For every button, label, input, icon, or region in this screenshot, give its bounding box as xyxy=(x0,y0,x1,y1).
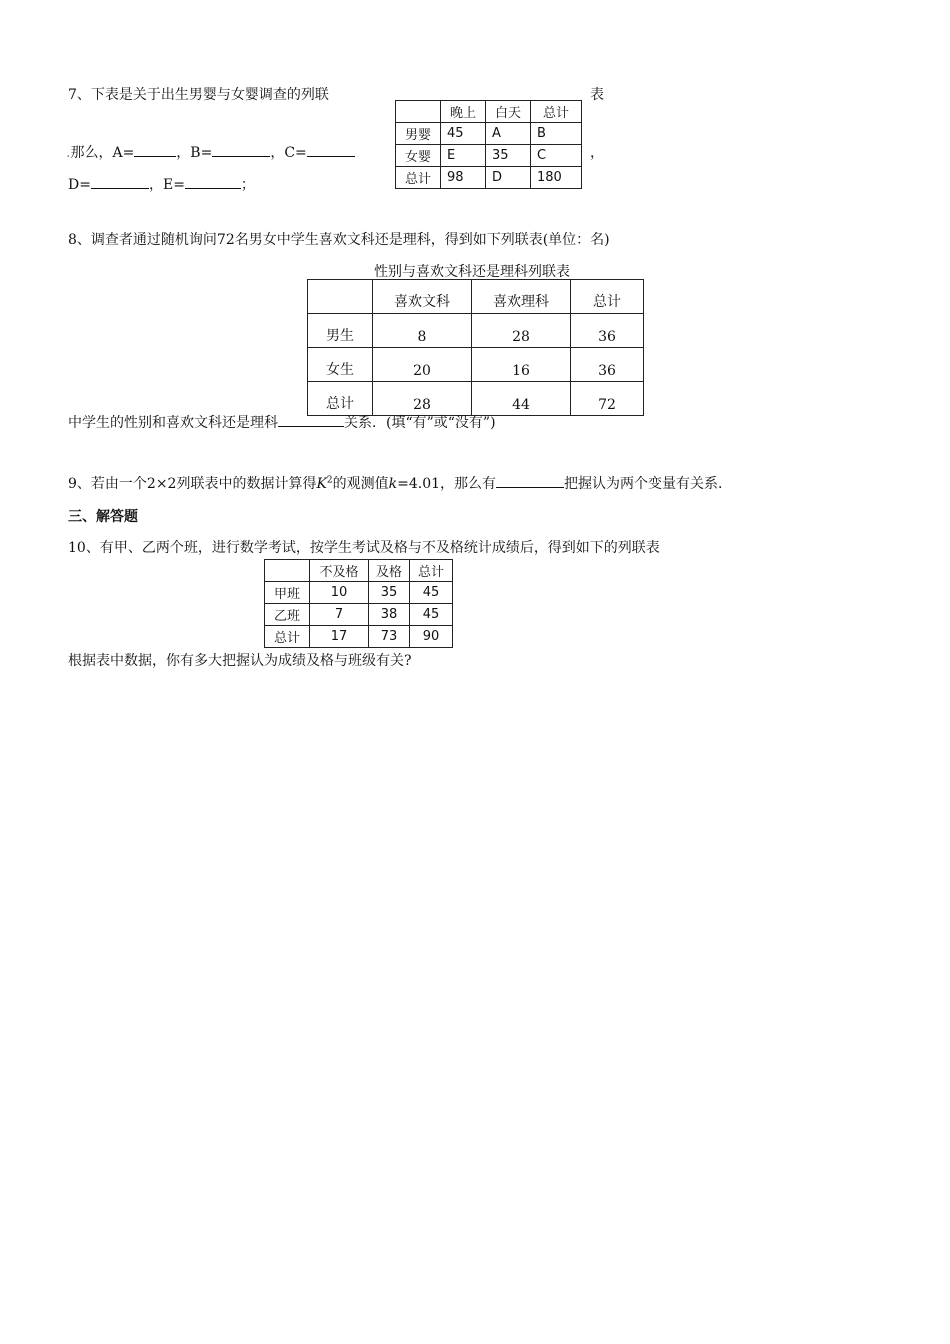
q10-row-label: 甲班 xyxy=(265,582,310,604)
q7-header-cell xyxy=(396,101,441,123)
q8-intro: 8、调查者通过随机询问72名男女中学生喜欢文科还是理科，得到如下列联表(单位：名) xyxy=(68,232,610,248)
q8-cell: 28 xyxy=(373,382,472,416)
q7-intro: 7、下表是关于出生男婴与女婴调查的列联 xyxy=(68,87,329,103)
q8-header-cell: 喜欢文科 xyxy=(373,280,472,314)
q7-label-b: ，B= xyxy=(176,145,213,161)
q7-row-label: 总计 xyxy=(396,167,441,189)
q7-header-cell: 晚上 xyxy=(441,101,486,123)
q10-question: 根据表中数据，你有多大把握认为成绩及格与班级有关? xyxy=(68,653,412,669)
q8-cell: 8 xyxy=(373,314,472,348)
table-row xyxy=(308,382,644,416)
q10-cell: 45 xyxy=(410,582,453,604)
q9-k-sup: 2 xyxy=(326,475,333,486)
q7-cell: B xyxy=(531,123,582,145)
q7-cell: 45 xyxy=(441,123,486,145)
q10-row-label: 总计 xyxy=(265,626,310,648)
blank-e[interactable] xyxy=(185,175,241,189)
q10-header-cell xyxy=(265,560,310,582)
table-row xyxy=(308,314,644,348)
q8-header-cell: 喜欢理科 xyxy=(472,280,571,314)
q7-cell: C xyxy=(531,145,582,167)
q10-cell: 7 xyxy=(310,604,369,626)
q7-label-e: ，E= xyxy=(148,177,185,193)
q7-header-cell: 白天 xyxy=(486,101,531,123)
q10-header-cell: 及格 xyxy=(369,560,410,582)
q7-cell: D xyxy=(486,167,531,189)
q10-row-label: 乙班 xyxy=(265,604,310,626)
q8-table-title: 性别与喜欢文科还是理科列联表 xyxy=(374,264,570,280)
q10-header-cell: 总计 xyxy=(410,560,453,582)
q8-row-label: 总计 xyxy=(308,382,373,416)
q9-prefix: 9、若由一个2×2列联表中的数据计算得 xyxy=(68,476,317,492)
q8-table xyxy=(307,279,644,416)
q10-cell: 10 xyxy=(310,582,369,604)
q10-cell: 35 xyxy=(369,582,410,604)
q7-row-label: 男婴 xyxy=(396,123,441,145)
q7-cell: A xyxy=(486,123,531,145)
q10-cell: 73 xyxy=(369,626,410,648)
q10-cell: 17 xyxy=(310,626,369,648)
table-row xyxy=(396,167,582,189)
q8-row-label: 女生 xyxy=(308,348,373,382)
q9-line xyxy=(68,473,723,493)
q7-line3 xyxy=(68,174,255,194)
q7-table xyxy=(395,100,582,189)
bullet-mark: . xyxy=(66,145,71,161)
table-row xyxy=(396,145,582,167)
blank-d[interactable] xyxy=(91,175,149,189)
q8-answer-line xyxy=(68,412,496,432)
q7-header-cell: 总计 xyxy=(531,101,582,123)
q8-header-cell: 总计 xyxy=(571,280,644,314)
q8-cell: 72 xyxy=(571,382,644,416)
q7-label-c: ，C= xyxy=(270,145,307,161)
q7-cell: E xyxy=(441,145,486,167)
blank-b[interactable] xyxy=(212,143,270,157)
table-row xyxy=(265,582,453,604)
q8-cell: 36 xyxy=(571,348,644,382)
q9-suffix: 把握认为两个变量有关系. xyxy=(564,476,723,492)
q8-cell: 16 xyxy=(472,348,571,382)
q7-line2 xyxy=(66,142,355,162)
blank-q9[interactable] xyxy=(496,474,564,488)
table-row xyxy=(265,604,453,626)
q7-row-label: 女婴 xyxy=(396,145,441,167)
q10-cell: 38 xyxy=(369,604,410,626)
q8-cell: 44 xyxy=(472,382,571,416)
q9-k-small: k xyxy=(388,476,398,492)
q8-header-cell xyxy=(308,280,373,314)
q7-intro-end: 表 xyxy=(590,87,604,103)
section-title: 三、解答题 xyxy=(68,509,138,525)
q9-middle: 的观测值 xyxy=(332,476,389,492)
q10-intro: 10、有甲、乙两个班，进行数学考试，按学生考试及格与不及格统计成绩后，得到如下的列联表 xyxy=(68,540,660,556)
q7-cell: 180 xyxy=(531,167,582,189)
q8-after-prefix: 中学生的性别和喜欢文科还是理科 xyxy=(68,415,278,431)
q7-cell: 35 xyxy=(486,145,531,167)
q10-cell: 45 xyxy=(410,604,453,626)
q9-value: =4.01，那么有 xyxy=(397,476,497,492)
blank-q8[interactable] xyxy=(278,413,344,427)
q8-cell: 28 xyxy=(472,314,571,348)
q8-cell: 36 xyxy=(571,314,644,348)
q10-table xyxy=(264,559,453,648)
blank-c[interactable] xyxy=(307,143,355,157)
blank-a[interactable] xyxy=(134,143,176,157)
table-row xyxy=(265,626,453,648)
q7-line3-end: ； xyxy=(240,177,255,193)
q8-cell: 20 xyxy=(373,348,472,382)
q9-k-letter: K xyxy=(316,476,327,492)
q7-label-d: D= xyxy=(68,177,91,193)
q7-label-a: 那么，A= xyxy=(70,145,135,161)
q10-header-cell: 不及格 xyxy=(310,560,369,582)
table-row xyxy=(308,348,644,382)
q10-cell: 90 xyxy=(410,626,453,648)
q8-after-suffix: 关系．(填“有”或“没有”) xyxy=(344,415,496,431)
q8-row-label: 男生 xyxy=(308,314,373,348)
table-row xyxy=(396,123,582,145)
q7-cell: 98 xyxy=(441,167,486,189)
q7-comma: ， xyxy=(590,145,604,161)
